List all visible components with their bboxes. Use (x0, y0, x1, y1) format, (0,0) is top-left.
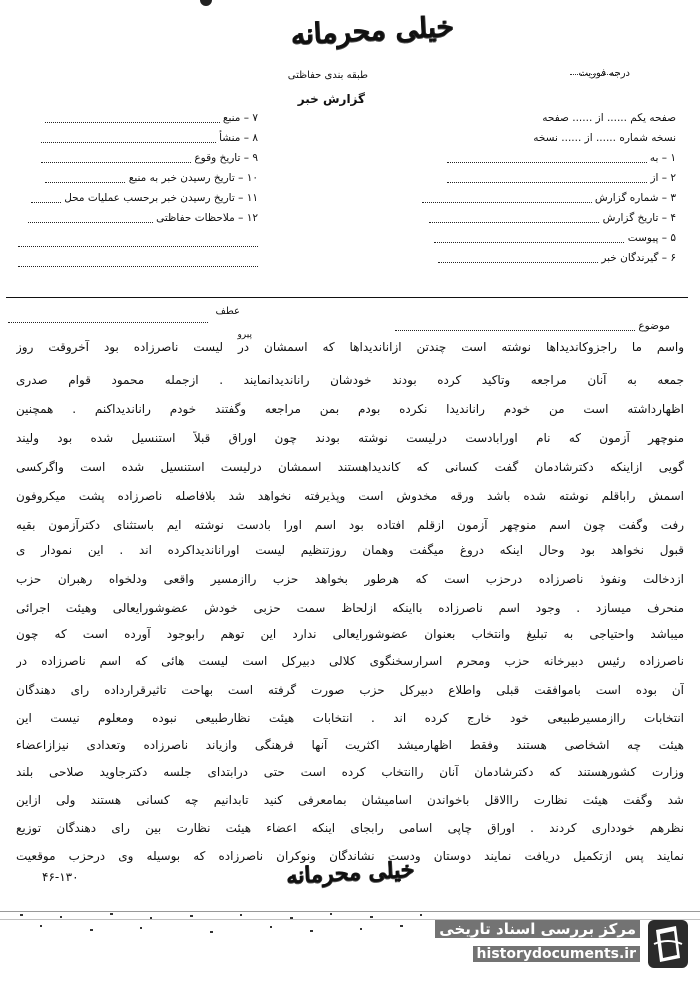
classification-label: طبقه بندی حفاظتی (287, 70, 368, 81)
field-operation-receipt-date: ۱۱ – تاریخ رسیدن خبر برحسب عملیات محل (8, 192, 258, 212)
field-source: ۷ – منبع (8, 112, 258, 132)
body-line: قبول نخواهد بود وحال اینکه دروغ میگفت وهمان روزتنظیم لیست اوراناندیداکرده اند . این نمودار ی (16, 543, 684, 557)
reference-label: عطف (215, 306, 240, 317)
priority-dots (570, 66, 620, 75)
field-source-receipt-date: ۱۰ – تاریخ رسیدن خبر به منبع (8, 172, 258, 192)
body-line: نظرهم خودداری کردند . اوراق چاپی اسامی رابجای اینکه اعضاء هیئت نظارت بین رای دهندگان توزیع (16, 821, 684, 835)
body-line: جمعه به آنان مراجعه وتاکید کرده بودند خودشان راناندیدانمایند . ازجمله محمود قوام صدری (16, 373, 684, 387)
document-number: ۴۶-۱۳۰ (42, 870, 79, 884)
field-page: صفحه یکم ...... از ...... صفحه (542, 112, 676, 124)
body-line: واسم ما راجزوکاندیداها نوشته است چندتن ازاناندیداها که اسمشان در لیست ناصرزاده بود آخروقت روز (16, 340, 684, 354)
scan-speck (200, 0, 212, 6)
body-line: میباشد واحتیاجی به تبلیغ وانتخاب بعنوان عضوشورایعالی ندارد این توهم رابوجود آورده است که چون (16, 627, 684, 641)
subject-label: موضوع (638, 320, 670, 332)
field-security-notes: ۱۲ – ملاحظات حفاظتی (8, 212, 258, 232)
priority-label: درجه فوریت (578, 68, 630, 79)
body-line: رفت وگفت چون اسم منوچهر آزمون ازقلم افتاده بود اسم اورا بادست نوشته ایم باستثنای دکترآزمون بقیه (16, 518, 684, 532)
body-line: اظهارداشته است من خودم راناندیدا نکرده بودم بمن مراجعه وگفتند خودم راناندیداکنم . همچنین (16, 402, 684, 416)
left-fields (8, 112, 258, 272)
body-line: گویی ازاینکه دکترشادمان گفت کسانی که کاندیداهستند اسمشان درلیست استنسیل شده است واگرکسی (16, 460, 684, 474)
field-report-number: ۳ – شماره گزارش (376, 192, 676, 212)
blank-line (8, 252, 258, 272)
report-title: گزارش خبر (297, 92, 365, 106)
bottom-classification-stamp: خیلی محرمانه (285, 856, 415, 890)
field-to: ۱ – به (376, 152, 676, 172)
field-occurrence-date: ۹ – تاریخ وقوع (8, 152, 258, 172)
watermark-url: historydocuments.ir (473, 946, 640, 962)
body-line: انتخابات راازمسیرطبیعی خود خارج کرده اند . انتخابات هیئت نظارطبیعی نبوده ومعلوم نیست این (16, 711, 684, 725)
field-report-date: ۴ – تاریخ گزارش (376, 212, 676, 232)
blank-line (8, 232, 258, 252)
watermark (430, 916, 692, 976)
reference-dots (8, 322, 208, 323)
body-line: شد وگفت هیئت نظارت راالاقل باخواندن اسامیشان بمامعرفی کنید تابدانیم چه کسانی هستند ولی ازاین (16, 793, 684, 807)
body-line: منوچهر آزمون که نام اورابادست درلیست نوشته بودند چون اوراق قبلاً استنسیل شده بود ولیند (16, 431, 684, 445)
field-recipients: ۶ – گیرندگان خبر (376, 252, 676, 272)
field-from: ۲ – از (376, 172, 676, 192)
watermark-title: مرکز بررسی اسناد تاریخی (435, 920, 640, 938)
attachment-label: پیرو (237, 330, 252, 340)
body-line: وزارت کشورهستند که دکترشادمان آنان راانتخاب کرده است حتی درابتدای جلسه دکترجاوید صلاحی بلند (16, 765, 684, 779)
body-line: ناصرزاده رئیس دبیرخانه حزب ومحرم اسرارسخنگوی کلالی دبیرکل است لیست هائی که اسم ناصرزاده در (16, 654, 684, 668)
body-line: منحرف میسازد . وجود اسم ناصرزاده بااینکه ازلحاظ سمت حزبی خودش عضوشورایعالی وهیئت اجرائی (16, 601, 684, 615)
field-attachment: ۵ – پیوست (376, 232, 676, 252)
body-line: اسمش راباقلم نوشته شده باشد ورقه مخدوش است وپذیرفته نخواهد شد بلافاصله ناصرزاده پشت میکروفون (16, 489, 684, 503)
body-line: نمایند پس ازتکمیل دریافت نمایند دوستان ودست نشاندگان ونوکران ناصرزاده که بوسیله وی درحزب موقعیت (16, 849, 684, 863)
body-line: ازدخالت ونفوذ ناصرزاده درحزب است که هرطور بخواهد حزب راازمسیر واقعی ودلخواه رهبران حزب (16, 572, 684, 586)
header-divider (6, 297, 688, 298)
subject-row (350, 320, 670, 332)
body-line: آن بوده است باموافقت قبلی واطلاع دبیرکل حزب صورت گرفته است بهاحت تاثیرقرارداده رای دهندگان (16, 683, 684, 697)
right-fields (376, 112, 676, 272)
field-copy-number: نسخه شماره ...... از ...... نسخه (533, 132, 676, 144)
field-origin: ۸ – منشأ (8, 132, 258, 152)
top-classification-stamp: خیلی محرمانه (289, 9, 455, 52)
body-line: هیئت چه اشخاصی هستند وفقط اظهارمیشد اکثریت آنها فرهنگی وازیاند ناصرزاده وتعدادی نیزازاعضاء (16, 738, 684, 752)
archive-logo-icon (646, 918, 690, 970)
